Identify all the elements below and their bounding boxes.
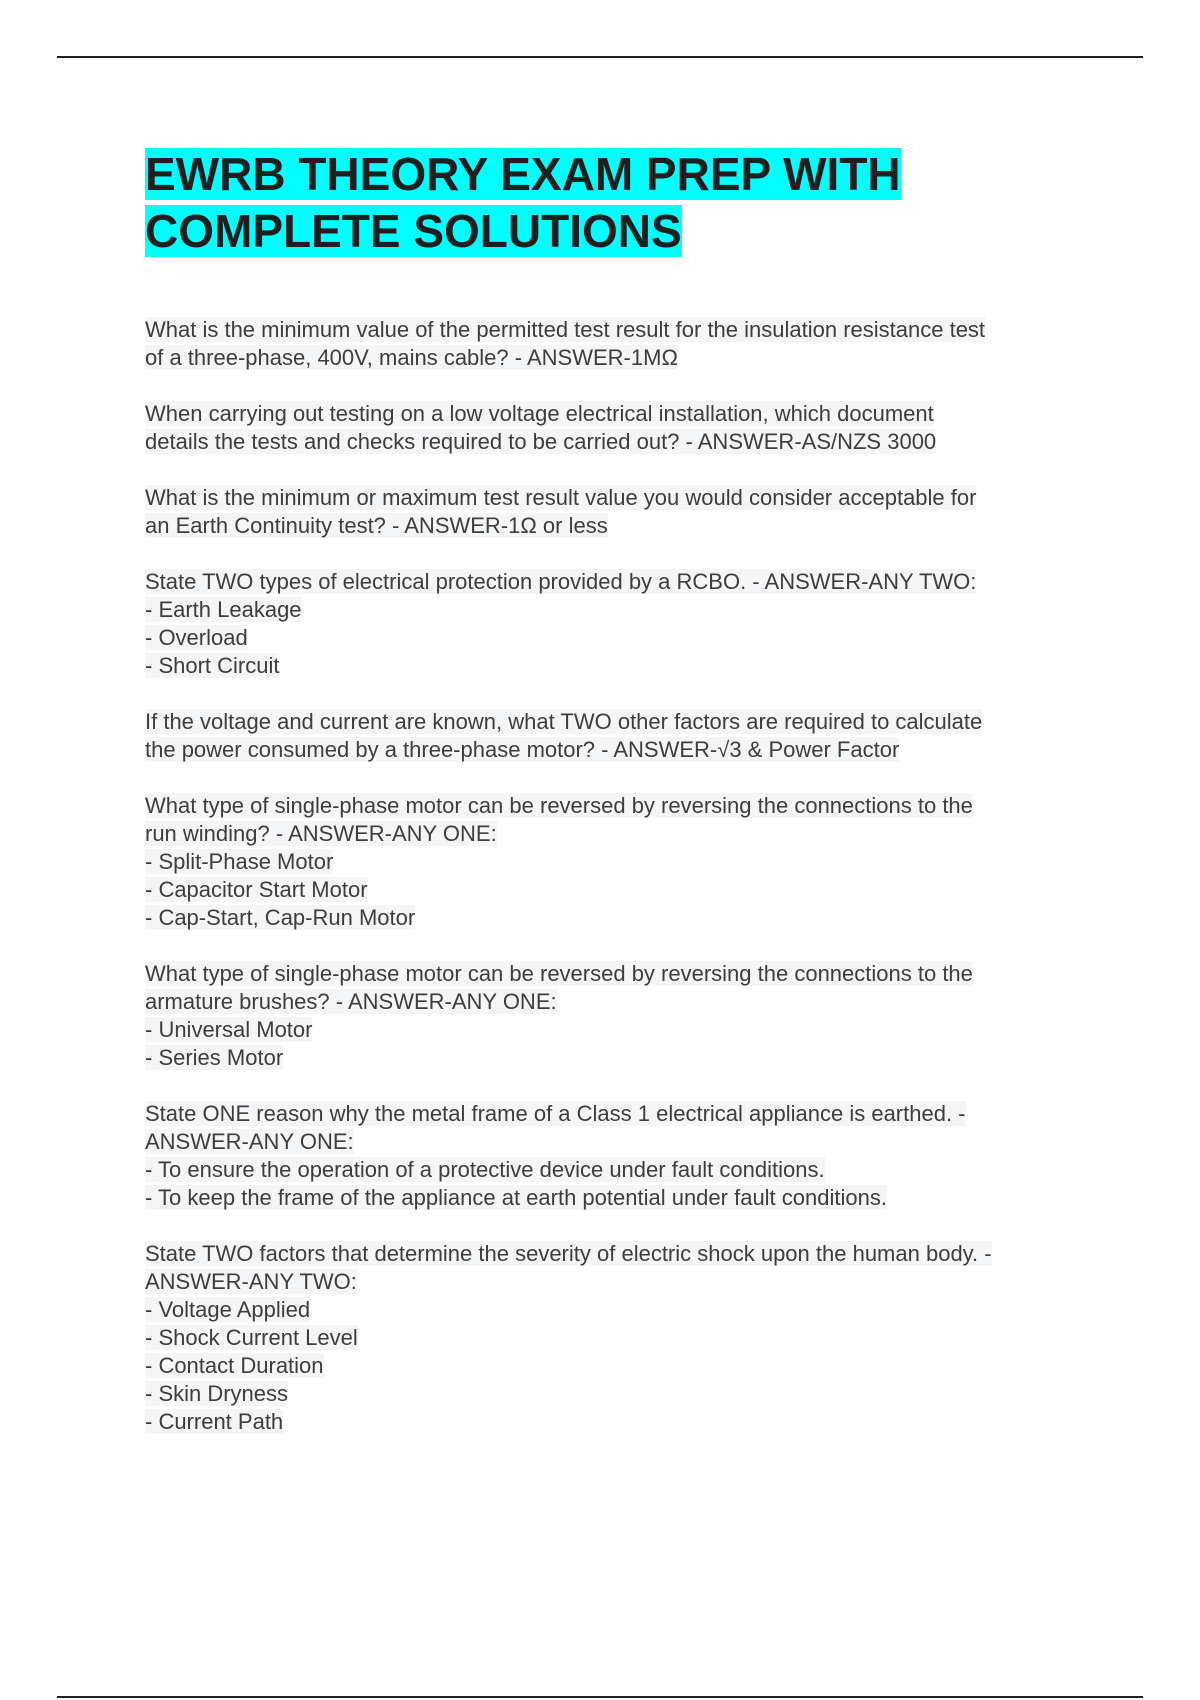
qa-item bbox=[145, 1240, 1095, 1436]
document-title bbox=[145, 146, 1095, 260]
qa-line bbox=[145, 1268, 1095, 1296]
top-rule bbox=[57, 56, 1143, 58]
qa-line-text: - Current Path bbox=[145, 1409, 284, 1434]
title-line-2: COMPLETE SOLUTIONS bbox=[145, 205, 682, 257]
qa-line bbox=[145, 316, 1095, 344]
qa-line bbox=[145, 708, 1095, 736]
qa-line bbox=[145, 1044, 1095, 1072]
qa-line bbox=[145, 904, 1095, 932]
qa-line bbox=[145, 1156, 1095, 1184]
qa-line bbox=[145, 1128, 1095, 1156]
qa-line-text: ANSWER-ANY ONE: bbox=[145, 1129, 354, 1154]
qa-line-text: - Split-Phase Motor bbox=[145, 849, 334, 874]
qa-line bbox=[145, 344, 1095, 372]
qa-line-text: ANSWER-ANY TWO: bbox=[145, 1269, 357, 1294]
qa-line bbox=[145, 512, 1095, 540]
qa-line-text: of a three-phase, 400V, mains cable? - ANSWER-1MΩ bbox=[145, 345, 678, 370]
qa-line bbox=[145, 988, 1095, 1016]
qa-line bbox=[145, 484, 1095, 512]
qa-item bbox=[145, 960, 1095, 1072]
qa-line-text: - Capacitor Start Motor bbox=[145, 877, 368, 902]
qa-line bbox=[145, 1324, 1095, 1352]
qa-line bbox=[145, 1100, 1095, 1128]
qa-line-text: details the tests and checks required to be carried out? - ANSWER-AS/NZS 3000 bbox=[145, 429, 937, 454]
qa-line-text: - Overload bbox=[145, 625, 248, 650]
qa-item bbox=[145, 1100, 1095, 1212]
qa-item bbox=[145, 792, 1095, 932]
qa-line-text: an Earth Continuity test? - ANSWER-1Ω or less bbox=[145, 513, 608, 538]
qa-line-text: What is the minimum or maximum test result value you would consider acceptable for bbox=[145, 485, 977, 510]
qa-item bbox=[145, 316, 1095, 372]
qa-line-text: - To keep the frame of the appliance at earth potential under fault conditions. bbox=[145, 1185, 887, 1210]
qa-line bbox=[145, 428, 1095, 456]
page-content bbox=[145, 146, 1095, 1464]
qa-line-text: - Shock Current Level bbox=[145, 1325, 358, 1350]
qa-line bbox=[145, 1380, 1095, 1408]
qa-item bbox=[145, 568, 1095, 680]
qa-line-text: - Contact Duration bbox=[145, 1353, 324, 1378]
qa-line-text: - Earth Leakage bbox=[145, 597, 302, 622]
qa-line-text: - Universal Motor bbox=[145, 1017, 313, 1042]
qa-line bbox=[145, 568, 1095, 596]
qa-line-text: What is the minimum value of the permitted test result for the insulation resistance test bbox=[145, 317, 986, 342]
qa-line-text: armature brushes? - ANSWER-ANY ONE: bbox=[145, 989, 557, 1014]
qa-line-text: - Cap-Start, Cap-Run Motor bbox=[145, 905, 416, 930]
qa-item bbox=[145, 400, 1095, 456]
qa-line-text: - Skin Dryness bbox=[145, 1381, 289, 1406]
qa-line bbox=[145, 1184, 1095, 1212]
qa-line-text: - To ensure the operation of a protective device under fault conditions. bbox=[145, 1157, 825, 1182]
qa-line-text: State ONE reason why the metal frame of a Class 1 electrical appliance is earthed. - bbox=[145, 1101, 966, 1126]
qa-line bbox=[145, 400, 1095, 428]
qa-line-text: What type of single-phase motor can be reversed by reversing the connections to the bbox=[145, 793, 973, 818]
qa-line-text: What type of single-phase motor can be reversed by reversing the connections to the bbox=[145, 961, 973, 986]
qa-line-text: run winding? - ANSWER-ANY ONE: bbox=[145, 821, 497, 846]
qa-line bbox=[145, 876, 1095, 904]
qa-line bbox=[145, 1016, 1095, 1044]
qa-line bbox=[145, 1296, 1095, 1324]
qa-line-text: - Short Circuit bbox=[145, 653, 280, 678]
bottom-rule bbox=[57, 1696, 1143, 1698]
qa-line bbox=[145, 1408, 1095, 1436]
qa-line-text: - Voltage Applied bbox=[145, 1297, 311, 1322]
qa-line bbox=[145, 652, 1095, 680]
qa-line-text: the power consumed by a three-phase motor? - ANSWER-√3 & Power Factor bbox=[145, 737, 900, 762]
qa-line bbox=[145, 596, 1095, 624]
qa-line bbox=[145, 624, 1095, 652]
qa-line bbox=[145, 848, 1095, 876]
qa-item bbox=[145, 484, 1095, 540]
qa-line bbox=[145, 1240, 1095, 1268]
qa-line-text: If the voltage and current are known, what TWO other factors are required to calculate bbox=[145, 709, 983, 734]
title-line-1: EWRB THEORY EXAM PREP WITH bbox=[145, 148, 901, 200]
qa-line bbox=[145, 820, 1095, 848]
qa-line-text: State TWO factors that determine the severity of electric shock upon the human body. - bbox=[145, 1241, 992, 1266]
qa-line bbox=[145, 960, 1095, 988]
qa-line-text: - Series Motor bbox=[145, 1045, 284, 1070]
qa-item bbox=[145, 708, 1095, 764]
qa-line-text: When carrying out testing on a low voltage electrical installation, which document bbox=[145, 401, 934, 426]
question-answer-list bbox=[145, 316, 1095, 1436]
qa-line bbox=[145, 1352, 1095, 1380]
qa-line-text: State TWO types of electrical protection provided by a RCBO. - ANSWER-ANY TWO: bbox=[145, 569, 977, 594]
qa-line bbox=[145, 736, 1095, 764]
qa-line bbox=[145, 792, 1095, 820]
